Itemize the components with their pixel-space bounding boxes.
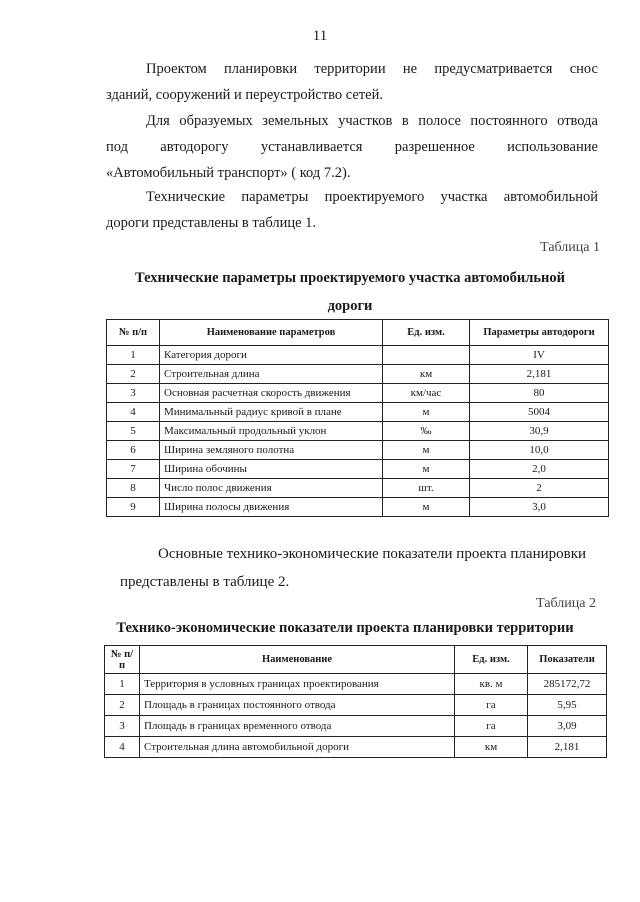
paragraph-4-line-2: представлены в таблице 2.: [120, 574, 290, 590]
table-2-title: Технико-экономические показатели проекта планировки территории: [116, 620, 574, 636]
header-unit: Ед. изм.: [455, 646, 528, 674]
table-2: [104, 645, 607, 758]
paragraph-1-line-2: зданий, сооружений и переустройство сетей.: [106, 87, 383, 103]
page-number: 11: [312, 28, 328, 44]
paragraph-4: [120, 540, 600, 596]
cell-unit: [383, 346, 470, 365]
table-1: [106, 319, 609, 517]
word: разрешенное: [394, 139, 475, 155]
header-name: Наименование параметров: [160, 320, 383, 346]
word: автодорогу: [160, 139, 229, 155]
header-value: Показатели: [528, 646, 607, 674]
cell-name: Максимальный продольный уклон: [160, 422, 383, 441]
table-1-title: [100, 264, 600, 320]
cell-number: 5: [107, 422, 160, 441]
cell-name: Площадь в границах временного отвода: [140, 716, 455, 737]
word: Проектом: [146, 61, 207, 77]
cell-value: 10,0: [470, 441, 609, 460]
table-row: [107, 460, 609, 479]
cell-unit: м: [383, 403, 470, 422]
paragraph-3-line-2: дороги представлены в таблице 1.: [106, 215, 317, 231]
cell-name: Категория дороги: [160, 346, 383, 365]
word: участков: [338, 113, 393, 129]
paragraph-2: [106, 108, 598, 186]
cell-name: Строительная длина автомобильной дороги: [140, 737, 455, 758]
table-row: [107, 422, 609, 441]
cell-unit: кв. м: [455, 674, 528, 695]
word: Технические: [146, 189, 226, 205]
table-2-caption: Таблица 2: [536, 596, 596, 611]
cell-value: 2: [470, 479, 609, 498]
table-row: [105, 695, 607, 716]
paragraph-4-line-1: Основные технико-экономические показатели проекта планировки: [158, 546, 587, 562]
word: в: [401, 113, 409, 129]
cell-number: 4: [107, 403, 160, 422]
cell-value: IV: [470, 346, 609, 365]
cell-unit: км: [383, 365, 470, 384]
header-number: № п/п: [105, 646, 140, 674]
word: постоянного: [470, 113, 548, 129]
cell-value: 2,0: [470, 460, 609, 479]
word: автомобильной: [503, 189, 598, 205]
header-number: № п/п: [107, 320, 160, 346]
cell-name: Ширина обочины: [160, 460, 383, 479]
paragraph-2-line-3: «Автомобильный транспорт» ( код 7.2).: [106, 165, 351, 181]
word: Для: [146, 113, 170, 129]
word: полосе: [418, 113, 461, 129]
header-unit: Ед. изм.: [383, 320, 470, 346]
paragraph-2-line-1: [106, 108, 598, 134]
header-name: Наименование: [140, 646, 455, 674]
table-header-row: [107, 320, 609, 346]
paragraph-1-line-1: [106, 56, 598, 82]
table-row: [107, 384, 609, 403]
cell-unit: км/час: [383, 384, 470, 403]
cell-name: Ширина полосы движения: [160, 498, 383, 517]
cell-unit: км: [455, 737, 528, 758]
table-row: [107, 441, 609, 460]
word: под: [106, 139, 128, 155]
cell-unit: га: [455, 695, 528, 716]
table-1-title-line-1: Технические параметры проектируемого участка автомобильной: [134, 270, 565, 286]
cell-value: 5,95: [528, 695, 607, 716]
word: снос: [569, 61, 598, 77]
cell-name: Площадь в границах постоянного отвода: [140, 695, 455, 716]
cell-number: 2: [107, 365, 160, 384]
word: параметры: [241, 189, 309, 205]
cell-number: 1: [105, 674, 140, 695]
table-row: [105, 674, 607, 695]
paragraph-3-line-1: [106, 184, 598, 210]
word: проектируемого: [324, 189, 425, 205]
cell-value: 3,09: [528, 716, 607, 737]
cell-name: Минимальный радиус кривой в плане: [160, 403, 383, 422]
cell-value: 5004: [470, 403, 609, 422]
table-row: [107, 346, 609, 365]
cell-value: 80: [470, 384, 609, 403]
table-header-row: [105, 646, 607, 674]
word: предусматривается: [434, 61, 553, 77]
word: земельных: [262, 113, 329, 129]
cell-unit: м: [383, 460, 470, 479]
table-row: [107, 403, 609, 422]
cell-number: 6: [107, 441, 160, 460]
cell-value: 2,181: [528, 737, 607, 758]
cell-name: Строительная длина: [160, 365, 383, 384]
paragraph-2-line-2: [106, 134, 598, 160]
cell-unit: га: [455, 716, 528, 737]
cell-unit: ‰: [383, 422, 470, 441]
header-value: Параметры автодороги: [470, 320, 609, 346]
word: отвода: [557, 113, 598, 129]
word: устанавливается: [260, 139, 363, 155]
cell-unit: м: [383, 441, 470, 460]
cell-number: 4: [105, 737, 140, 758]
cell-value: 2,181: [470, 365, 609, 384]
table-row: [105, 716, 607, 737]
cell-name: Ширина земляного полотна: [160, 441, 383, 460]
paragraph-1: [106, 56, 598, 108]
paragraph-3: [106, 184, 598, 236]
cell-value: 3,0: [470, 498, 609, 517]
cell-number: 7: [107, 460, 160, 479]
cell-number: 3: [107, 384, 160, 403]
word: не: [402, 61, 418, 77]
table-row: [105, 737, 607, 758]
word: образуемых: [179, 113, 253, 129]
table-1-caption: Таблица 1: [540, 240, 600, 255]
table-row: [107, 365, 609, 384]
word: участка: [440, 189, 488, 205]
cell-number: 8: [107, 479, 160, 498]
table-1-title-line-2: дороги: [327, 298, 373, 314]
cell-number: 1: [107, 346, 160, 365]
word: использование: [507, 139, 598, 155]
cell-number: 9: [107, 498, 160, 517]
cell-value: 30,9: [470, 422, 609, 441]
cell-number: 3: [105, 716, 140, 737]
cell-name: Число полос движения: [160, 479, 383, 498]
table-row: [107, 479, 609, 498]
cell-value: 285172,72: [528, 674, 607, 695]
cell-number: 2: [105, 695, 140, 716]
cell-unit: м: [383, 498, 470, 517]
cell-name: Основная расчетная скорость движения: [160, 384, 383, 403]
word: планировки: [224, 61, 298, 77]
cell-unit: шт.: [383, 479, 470, 498]
cell-name: Территория в условных границах проектирования: [140, 674, 455, 695]
table-row: [107, 498, 609, 517]
word: территории: [314, 61, 386, 77]
